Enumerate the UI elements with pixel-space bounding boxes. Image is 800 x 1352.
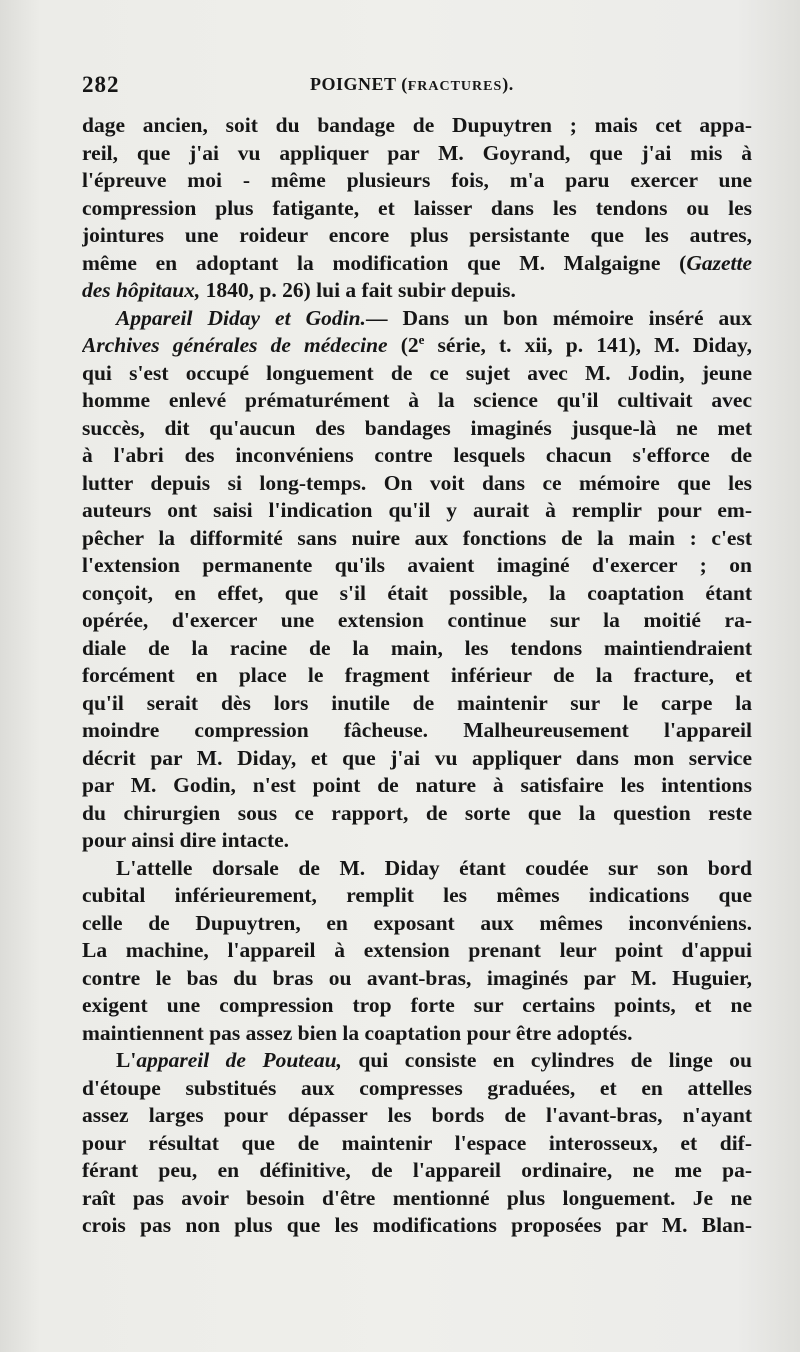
- text-run: raît pas avoir besoin d'être mentionné plus longuement. Je ne: [82, 1185, 752, 1210]
- text-line: [82, 690, 752, 718]
- running-title: [310, 74, 514, 95]
- text-run: forcément en place le fragment inférieur de la fracture, et: [82, 663, 752, 687]
- superscript: e: [418, 332, 425, 347]
- text-run: auteurs ont saisi l'indication qu'il y aurait à remplir pour em-: [82, 498, 752, 522]
- text-run: L': [116, 1048, 137, 1072]
- body-text: [82, 112, 752, 1240]
- text-line: [82, 195, 752, 223]
- text-run: compression plus fatigante, et laisser dans les tendons ou les: [82, 195, 752, 220]
- text-run: reil, que j'ai vu appliquer par M. Goyrand, que j'ai mis à: [82, 140, 752, 165]
- text-run: l'épreuve moi - même plusieurs fois, m'a paru exercer une: [82, 168, 752, 192]
- text-line: [82, 635, 752, 663]
- text-line: [82, 965, 752, 993]
- text-run: celle de Dupuytren, en exposant aux mêmes inconvéniens.: [82, 910, 752, 935]
- text-run: conçoit, en effet, que s'il était possible, la coaptation étant: [82, 580, 752, 605]
- text-line: [82, 112, 752, 140]
- running-title-sub: FRACTURES: [407, 79, 503, 94]
- text-line: [82, 772, 752, 800]
- text-line: [82, 1185, 752, 1213]
- running-title-paren-close: ).: [502, 74, 514, 94]
- text-line: [82, 1130, 752, 1158]
- text-run: série, t. xii, p. 141), M. Diday,: [424, 333, 752, 357]
- text-run: assez larges pour dépasser les bords de l'avant-bras, n'ayant: [82, 1103, 752, 1127]
- text-run: exigent une compression trop forte sur certains points, et ne: [82, 993, 752, 1017]
- text-run: qui s'est occupé longuement de ce sujet avec M. Jodin, jeune: [82, 360, 752, 385]
- text-run: qu'il serait dès lors inutile de maintenir sur le carpe la: [82, 690, 752, 715]
- text-run: pour ainsi dire intacte.: [82, 828, 290, 852]
- text-run: à l'abri des inconvéniens contre lesquels chacun s'efforce de: [82, 443, 752, 467]
- text-line: [82, 305, 752, 333]
- text-line: [82, 497, 752, 525]
- text-line: [82, 1047, 752, 1075]
- text-line: [82, 855, 752, 883]
- paragraph: [82, 305, 752, 855]
- text-line: [82, 525, 752, 553]
- text-run: maintiennent pas assez bien la coaptation pour être adoptés.: [82, 1020, 633, 1045]
- text-line: [82, 470, 752, 498]
- text-line: [82, 800, 752, 828]
- text-run: 1840, p. 26) lui a fait subir depuis.: [200, 278, 516, 302]
- text-run: La machine, l'appareil à extension prenant leur point d'appui: [82, 938, 752, 962]
- text-run: — Dans un bon mémoire inséré aux: [365, 305, 752, 330]
- text-run: lutter depuis si long-temps. On voit dans ce mémoire que les: [82, 470, 752, 495]
- text-line: [82, 937, 752, 965]
- text-line: [82, 1102, 752, 1130]
- italic-text: Archives générales de médecine: [82, 333, 388, 357]
- running-head: [82, 72, 752, 112]
- text-line: [82, 332, 752, 360]
- text-run: pêcher la difformité sans nuire aux fonctions de la main : c'est: [82, 525, 752, 550]
- text-run: cubital inférieurement, remplit les mêmes indications que: [82, 883, 752, 907]
- italic-text: des hôpitaux,: [82, 278, 201, 302]
- text-line: [82, 662, 752, 690]
- text-line: [82, 250, 752, 278]
- text-line: [82, 992, 752, 1020]
- text-run: l'extension permanente qu'ils avaient imaginé d'exercer ; on: [82, 553, 752, 577]
- text-line: [82, 827, 752, 855]
- text-run: diale de la racine de la main, les tendons maintiendraient: [82, 635, 752, 660]
- text-run: crois pas non plus que les modifications proposées par M. Blan-: [82, 1213, 752, 1237]
- running-title-paren-open: (: [396, 74, 408, 94]
- italic-text: appareil de Pouteau,: [136, 1048, 342, 1072]
- text-run: (2: [387, 333, 419, 357]
- paragraph: [82, 1047, 752, 1240]
- text-line: [82, 607, 752, 635]
- running-title-main: POIGNET: [310, 74, 397, 94]
- text-line: [82, 1157, 752, 1185]
- text-line: [82, 167, 752, 195]
- text-run: homme enlevé prématurément à la science qu'il cultivait avec: [82, 388, 752, 412]
- italic-text: Appareil Diday et Godin.: [116, 305, 366, 330]
- text-run: dage ancien, soit du bandage de Dupuytren ; mais cet appa-: [82, 113, 752, 137]
- text-run: L'attelle dorsale de M. Diday étant coudée sur son bord: [116, 855, 752, 880]
- text-line: [82, 415, 752, 443]
- text-run: pour résultat que de maintenir l'espace interosseux, et dif-: [82, 1130, 752, 1155]
- italic-text: Gazette: [686, 250, 752, 275]
- text-run: succès, dit qu'aucun des bandages imaginés jusque-là ne met: [82, 415, 752, 440]
- text-run: contre le bas du bras ou avant-bras, imaginés par M. Huguier,: [82, 965, 752, 990]
- page-number: 282: [82, 72, 120, 97]
- text-line: [82, 222, 752, 250]
- text-line: [82, 387, 752, 415]
- text-run: même en adoptant la modification que M. Malgaigne (: [82, 250, 687, 275]
- paragraph: [82, 855, 752, 1048]
- text-line: [82, 745, 752, 773]
- text-line: [82, 910, 752, 938]
- text-line: [82, 277, 752, 305]
- text-line: [82, 442, 752, 470]
- text-run: du chirurgien sous ce rapport, de sorte que la question reste: [82, 800, 752, 825]
- text-run: par M. Godin, n'est point de nature à satisfaire les intentions: [82, 773, 752, 797]
- text-run: qui consiste en cylindres de linge ou: [341, 1048, 752, 1072]
- text-line: [82, 882, 752, 910]
- text-line: [82, 1020, 752, 1048]
- text-run: d'étoupe substitués aux compresses graduées, et en attelles: [82, 1075, 752, 1100]
- text-line: [82, 552, 752, 580]
- text-line: [82, 360, 752, 388]
- text-run: opérée, d'exercer une extension continue sur la moitié ra-: [82, 608, 752, 632]
- text-run: décrit par M. Diday, et que j'ai vu appliquer dans mon service: [82, 745, 752, 770]
- text-run: férant peu, en définitive, de l'appareil ordinaire, ne me pa-: [82, 1158, 752, 1182]
- text-run: moindre compression fâcheuse. Malheureusement l'appareil: [82, 718, 752, 742]
- text-line: [82, 140, 752, 168]
- text-line: [82, 1212, 752, 1240]
- text-line: [82, 717, 752, 745]
- text-run: jointures une roideur encore plus persistante que les autres,: [82, 223, 752, 247]
- text-line: [82, 580, 752, 608]
- text-line: [82, 1075, 752, 1103]
- paragraph: [82, 112, 752, 305]
